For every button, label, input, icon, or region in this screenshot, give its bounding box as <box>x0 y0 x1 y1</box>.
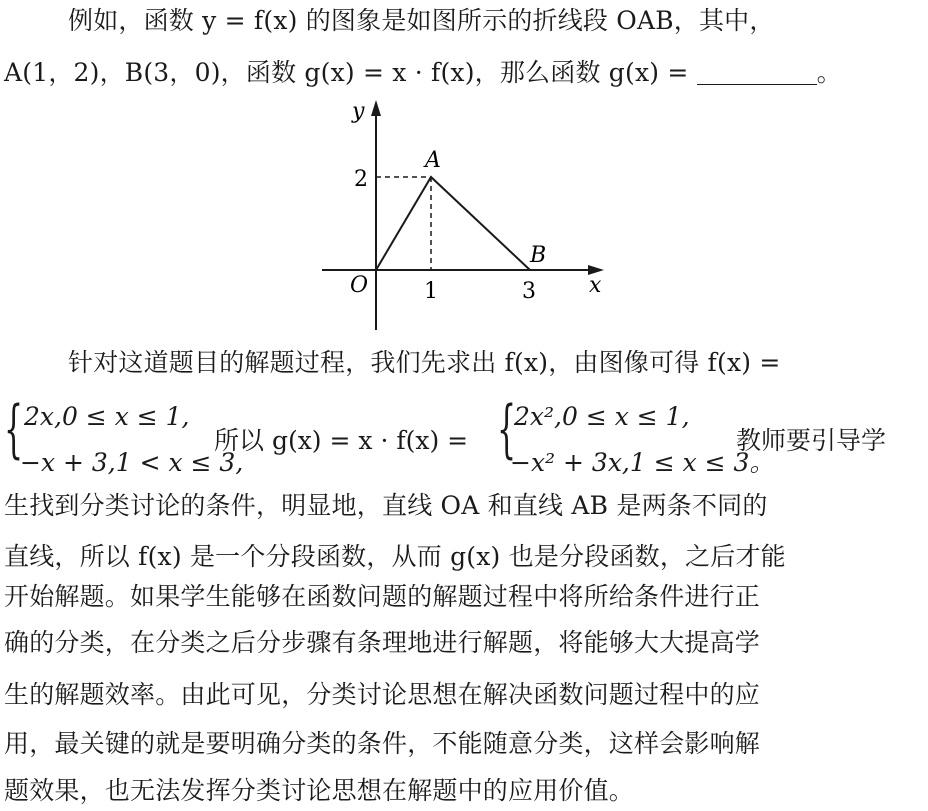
so-g-equals: 所以 g(x) = x · f(x) = <box>214 426 469 455</box>
analysis-line-4: 直线，所以 f(x) 是一个分段函数，从而 g(x) 也是分段函数，之后才能 <box>4 542 786 571</box>
g-piece-1: 2x²,0 ≤ x ≤ 1, <box>514 402 690 431</box>
x-tick-3: 3 <box>522 279 536 304</box>
analysis-line-3: 生找到分类讨论的条件，明显地，直线 OA 和直线 AB 是两条不同的 <box>4 491 768 520</box>
analysis-line-1: 针对这道题目的解题过程，我们先求出 f(x)，由图像可得 f(x) = <box>68 348 781 377</box>
analysis-line-5: 开始解题。如果学生能够在函数问题的解题过程中将所给条件进行正 <box>4 582 761 611</box>
x-axis-label: x <box>589 273 602 298</box>
brace-g: { <box>497 394 517 468</box>
point-b-label: B <box>530 243 547 268</box>
analysis-line-6: 确的分类，在分类之后分步骤有条理地进行解题，将能够大大提高学 <box>4 628 761 657</box>
analysis-line-8: 用，最关键的就是要明确分类的条件，不能随意分类，这样会影响解 <box>4 729 761 758</box>
x-tick-1: 1 <box>424 279 438 304</box>
f-piece-1: 2x,0 ≤ x ≤ 1, <box>24 402 190 431</box>
example-line-2-end: 。 <box>816 58 842 87</box>
g-piece-2: −x² + 3x,1 ≤ x ≤ 3。 <box>510 448 775 477</box>
example-line-1: 例如，函数 y = f(x) 的图象是如图所示的折线段 OAB，其中， <box>68 6 775 35</box>
point-a-label: A <box>425 148 441 173</box>
y-tick-2: 2 <box>354 167 368 192</box>
brace-f: { <box>4 394 24 468</box>
analysis-line-9: 题效果，也无法发挥分类讨论思想在解题中的应用价值。 <box>4 776 635 805</box>
f-piece-2: −x + 3,1 < x ≤ 3, <box>20 448 244 477</box>
y-axis-label: y <box>352 99 365 124</box>
origin-label: O <box>350 273 369 298</box>
teacher-guide-tail: 教师要引导学 <box>736 426 887 455</box>
y-axis-arrow-icon <box>371 100 381 116</box>
analysis-line-7: 生的解题效率。由此可见，分类讨论思想在解决函数问题过程中的应 <box>4 680 761 709</box>
example-line-2-text: A(1，2)，B(3，0)，函数 g(x) = x · f(x)，那么函数 g(x) = <box>4 58 689 87</box>
polyline-oab <box>376 177 530 270</box>
